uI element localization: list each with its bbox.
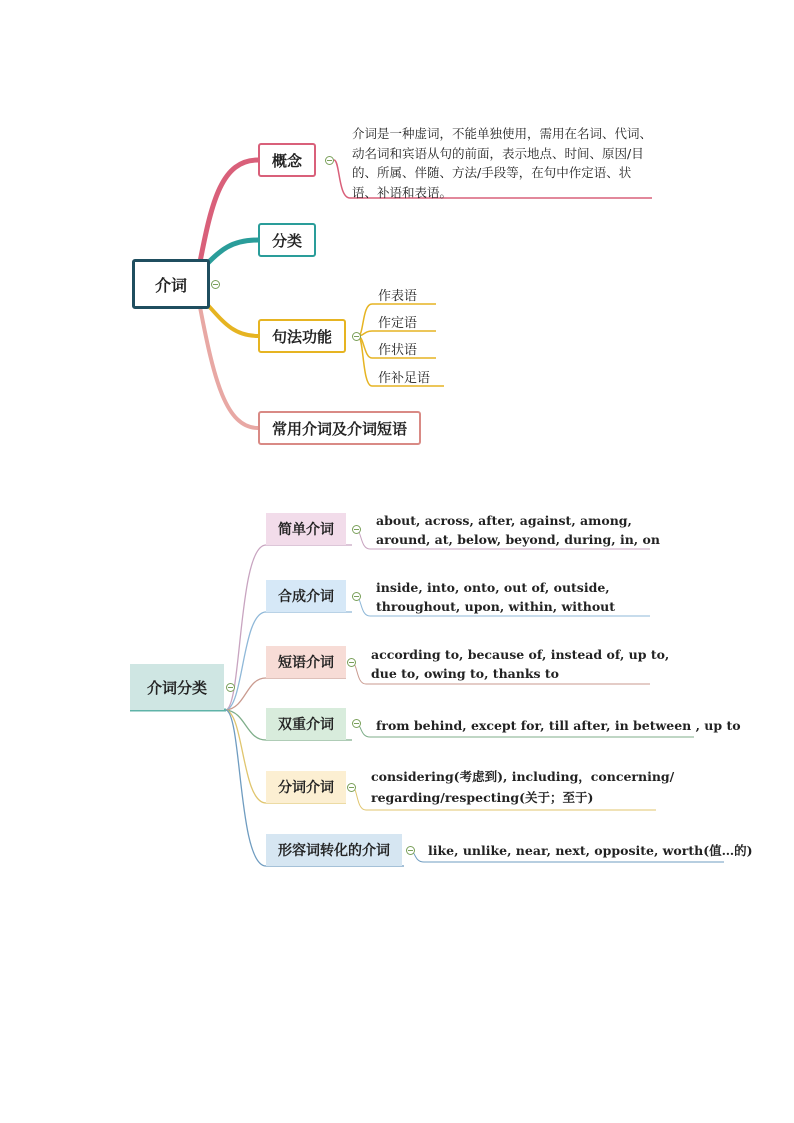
simple-prepositions-line-1: about, across, after, against, among,: [376, 513, 632, 528]
collapse-icon[interactable]: [352, 719, 361, 728]
branch-syntax[interactable]: 句法功能: [258, 319, 346, 353]
branch-concept[interactable]: 概念: [258, 143, 316, 177]
link-root-category: [205, 240, 258, 266]
compound-prepositions-line-1: inside, into, onto, out of, outside,: [376, 580, 610, 595]
syntax-item-1[interactable]: 作表语: [378, 289, 418, 304]
collapse-icon[interactable]: [352, 592, 361, 601]
collapse-icon[interactable]: [211, 280, 220, 289]
simple-prepositions-line-2: around, at, below, beyond, during, in, on: [376, 532, 660, 547]
adjective-prepositions-line-1: like, unlike, near, next, opposite, worth(值…的): [428, 843, 753, 858]
double-prepositions-line-1: from behind, except for, till after, in between , up to: [376, 718, 741, 733]
collapse-icon[interactable]: [352, 525, 361, 534]
branch-category[interactable]: 分类: [258, 223, 316, 257]
syntax-item-2[interactable]: 作定语: [378, 316, 418, 331]
link-root-syntax: [205, 302, 258, 336]
branch-adjective-prepositions[interactable]: 形容词转化的介词: [266, 834, 402, 866]
link2-6: [226, 710, 266, 866]
link2-5: [226, 710, 266, 803]
collapse-icon[interactable]: [325, 156, 334, 165]
branch-compound-prepositions[interactable]: 合成介词: [266, 580, 346, 612]
root-node-preposition-types[interactable]: 介词分类: [130, 664, 224, 710]
collapse-icon[interactable]: [406, 846, 415, 855]
syntax-item-4[interactable]: 作补足语: [378, 371, 431, 386]
concept-description: 介词是一种虚词，不能单独使用，需用在名词、代词、动名词和宾语从句的前面，表示地点、时间、原因/目的、所属、伴随、方法/手段等，在句中作定语、状语、补语和表语。: [352, 126, 653, 200]
collapse-icon[interactable]: [226, 683, 235, 692]
link-syntax-2: [358, 331, 436, 336]
link2-2: [226, 612, 266, 710]
collapse-icon[interactable]: [352, 332, 361, 341]
collapse-icon[interactable]: [347, 658, 356, 667]
branch-simple-prepositions[interactable]: 简单介词: [266, 513, 346, 545]
compound-prepositions-line-2: throughout, upon, within, without: [376, 599, 616, 614]
phrasal-prepositions-line-1: according to, because of, instead of, up to,: [371, 647, 670, 662]
participle-prepositions-line-2: regarding/respecting(关于；至于): [371, 790, 594, 805]
branch-phrasal-prepositions[interactable]: 短语介词: [266, 646, 346, 678]
participle-prepositions-line-1: considering(考虑到), including，concerning/: [371, 769, 675, 784]
phrasal-prepositions-line-2: due to, owing to, thanks to: [371, 666, 560, 681]
syntax-item-3[interactable]: 作状语: [378, 343, 418, 358]
branch-double-prepositions[interactable]: 双重介词: [266, 708, 346, 740]
branch-participle-prepositions[interactable]: 分词介词: [266, 771, 346, 803]
branch-common-prepositions[interactable]: 常用介词及介词短语: [258, 411, 421, 445]
collapse-icon[interactable]: [347, 783, 356, 792]
root-node-preposition[interactable]: 介词: [132, 259, 210, 309]
